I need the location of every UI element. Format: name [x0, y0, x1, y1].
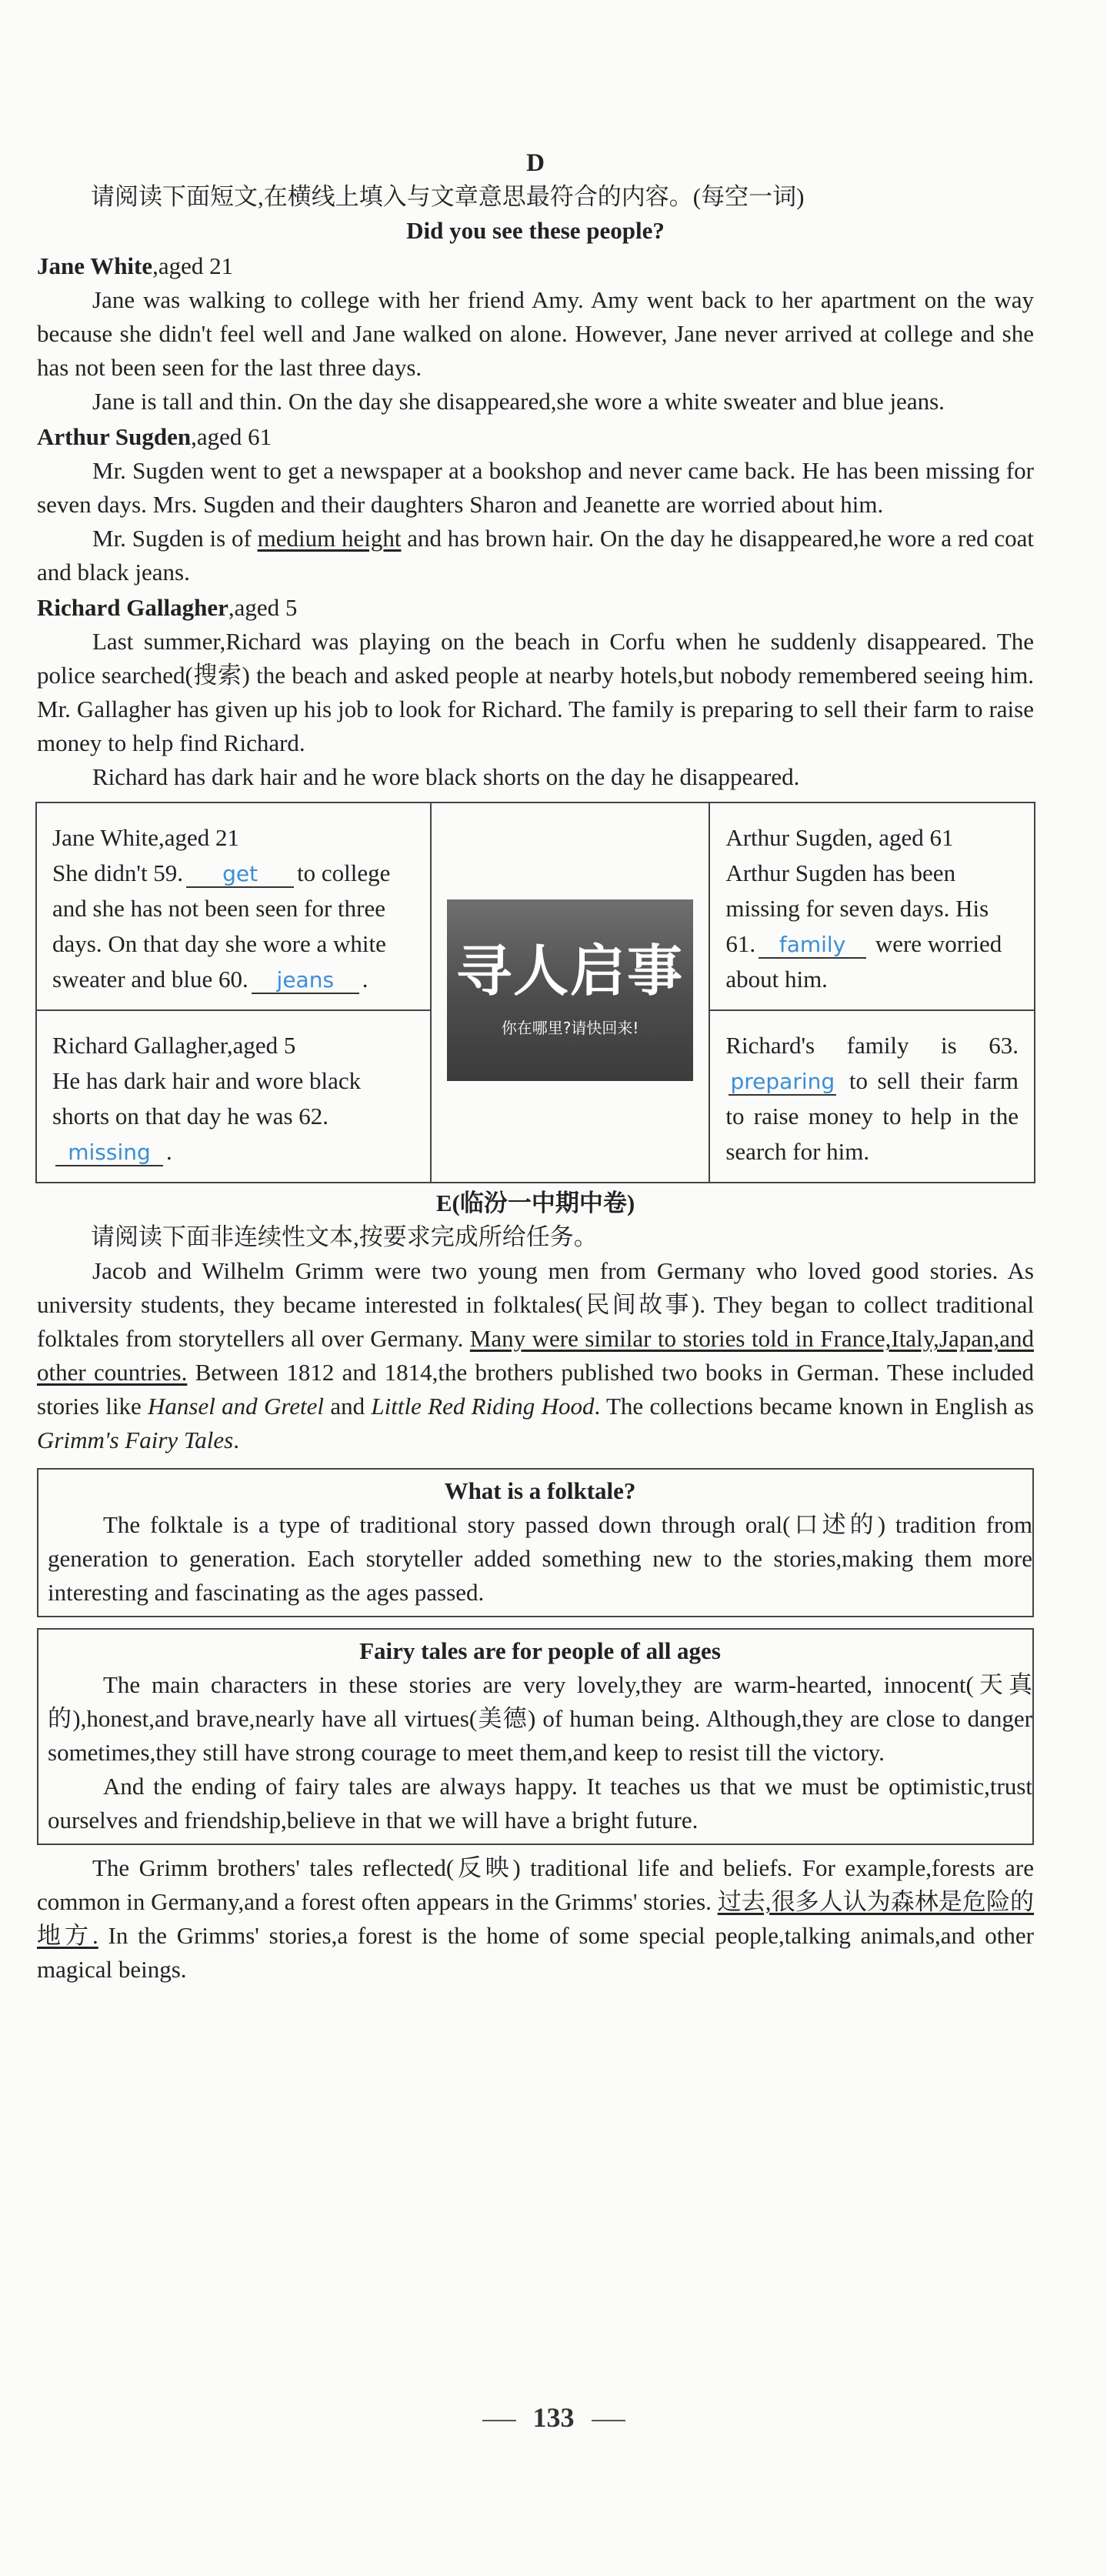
notice-cell-arthur: Arthur Sugden, aged 61 Arthur Sugden has been missing for seven days. His 61. family were worried about him. [709, 802, 1035, 1010]
paragraph: Jane was walking to college with her friend Amy. Amy went back to her apartment on the way because she didn't feel well and Jane walked on alone. However, Jane never arrived at college and she has not been seen for the last three days. [37, 286, 1034, 381]
paragraph: Last summer,Richard was playing on the beach in Corfu when he suddenly disappeared. The police searched(搜索) the beach and asked people at nearby hotels,but nobody remembered seeing him. Mr. Gallagher has given up his job to look for Richard. The family is preparing to sell their farm to raise money to help find Richard. [37, 628, 1034, 756]
answer-blank-62[interactable]: missing [55, 1140, 163, 1166]
page-content [37, 146, 1034, 1987]
missing-notice-table [35, 802, 1035, 1183]
notice-cell-family: Richard's family is 63.preparing to sell their farm to raise money to help in the search for him. [709, 1010, 1035, 1183]
paragraph: And the ending of fairy tales are always happy. It teaches us that we must be optimistic,trust ourselves and friendship,believe in that we will have a bright future. [48, 1773, 1032, 1834]
fairy-tales-box: Fairy tales are for people of all ages The main characters in these stories are very lovely,they are warm-hearted, innocent(天真的),honest,and brave,nearly have all virtues(美德) of human being. Although,they are close to danger sometimes,they still have strong courage to meet them,and keep to resist till the victory. And the ending of fairy tales are always happy. It teaches us that we must be optimistic,trust ourselves and friendship,believe in that we will have a bright future. [37, 1628, 1034, 1845]
paragraph: Mr. Sugden went to get a newspaper at a bookshop and never came back. He has been missing for seven days. Mrs. Sugden and their daughters Sharon and Jeanette are worried about him. [37, 457, 1034, 518]
folktale-box: What is a folktale? The folktale is a type of traditional story passed down through oral(口述的) tradition from generation to generation. Each storyteller added something new to the stories,making them more interesting and fascinating as the ages passed. [37, 1468, 1034, 1617]
paragraph: The folktale is a type of traditional story passed down through oral(口述的) tradition from generation to generation. Each storyteller added something new to the stories,making them more interesting and fascinating as the ages passed. [48, 1511, 1032, 1606]
person-heading-jane: Jane White,aged 21 [37, 252, 234, 279]
notice-cell-jane: Jane White,aged 21 She didn't 59. get to college and she has not been seen for three days. On that day she wore a white sweater and blue 60. jeans . [36, 802, 431, 1010]
underlined-sentence: 过去,很多人认为森林是危险的地方. [37, 1888, 1035, 1949]
paragraph: Richard has dark hair and he wore black shorts on the day he disappeared. [92, 763, 800, 790]
person-heading-arthur: Arthur Sugden,aged 61 [37, 423, 272, 450]
section-d-letter: D [526, 149, 545, 177]
page-number: 133 [0, 2401, 1107, 2434]
underlined-sentence: Many were similar to stories told in France,Italy,Japan,and other countries. [37, 1325, 1035, 1386]
section-e-instruction: 请阅读下面非连续性文本,按要求完成所给任务。 [91, 1223, 598, 1250]
answer-blank-63[interactable]: preparing [729, 1069, 836, 1096]
section-d-instruction: 请阅读下面短文,在横线上填入与文章意思最符合的内容。(每空一词) [91, 183, 805, 210]
answer-blank-59[interactable]: get [186, 861, 294, 888]
passage-title: Did you see these people? [406, 217, 665, 244]
paragraph: The main characters in these stories are very lovely,they are warm-hearted, innocent(天真的),honest,and brave,nearly have all virtues(美德) of human being. Although,they are close to danger sometimes,they still have strong courage to meet them,and keep to resist till the victory. [48, 1671, 1032, 1766]
paragraph: Jane is tall and thin. On the day she disappeared,she wore a white sweater and blue jeans. [92, 388, 945, 415]
person-heading-richard: Richard Gallagher,aged 5 [37, 594, 298, 621]
notice-image-cell [431, 802, 710, 1183]
answer-blank-60[interactable]: jeans [252, 967, 359, 994]
paragraph: Jacob and Wilhelm Grimm were two young men from Germany who loved good stories. As university students, they became interested in folktales(民间故事). They began to collect traditional folktales from storytellers all over Germany. Many were similar to stories told in France,Italy,Japan,and other countries. Between 1812 and 1814,the brothers published two books in German. These included stories like Hansel and Gretel and Little Red Riding Hood. The collections became known in English as Grimm's Fairy Tales. [37, 1257, 1035, 1453]
paragraph: Mr. Sugden is of medium height and has brown hair. On the day he disappeared,he wore a red coat and black jeans. [37, 525, 1034, 586]
notice-cell-richard: Richard Gallagher,aged 5 He has dark hair and wore black shorts on that day he was 62.missing . [36, 1010, 431, 1183]
paragraph: The Grimm brothers' tales reflected(反映) traditional life and beliefs. For example,forests are common in Germany,and a forest often appears in the Grimms' stories. 过去,很多人认为森林是危险的地方. In the Grimms' stories,a forest is the home of some special people,talking animals,and other magical beings. [37, 1854, 1035, 1983]
missing-person-poster-image: 寻人启事 你在哪里?请快回来! [447, 899, 693, 1081]
answer-blank-61[interactable]: family [759, 932, 866, 959]
section-e-title: E(临汾一中期中卷) [435, 1190, 635, 1216]
underlined-phrase: medium height [257, 525, 402, 552]
